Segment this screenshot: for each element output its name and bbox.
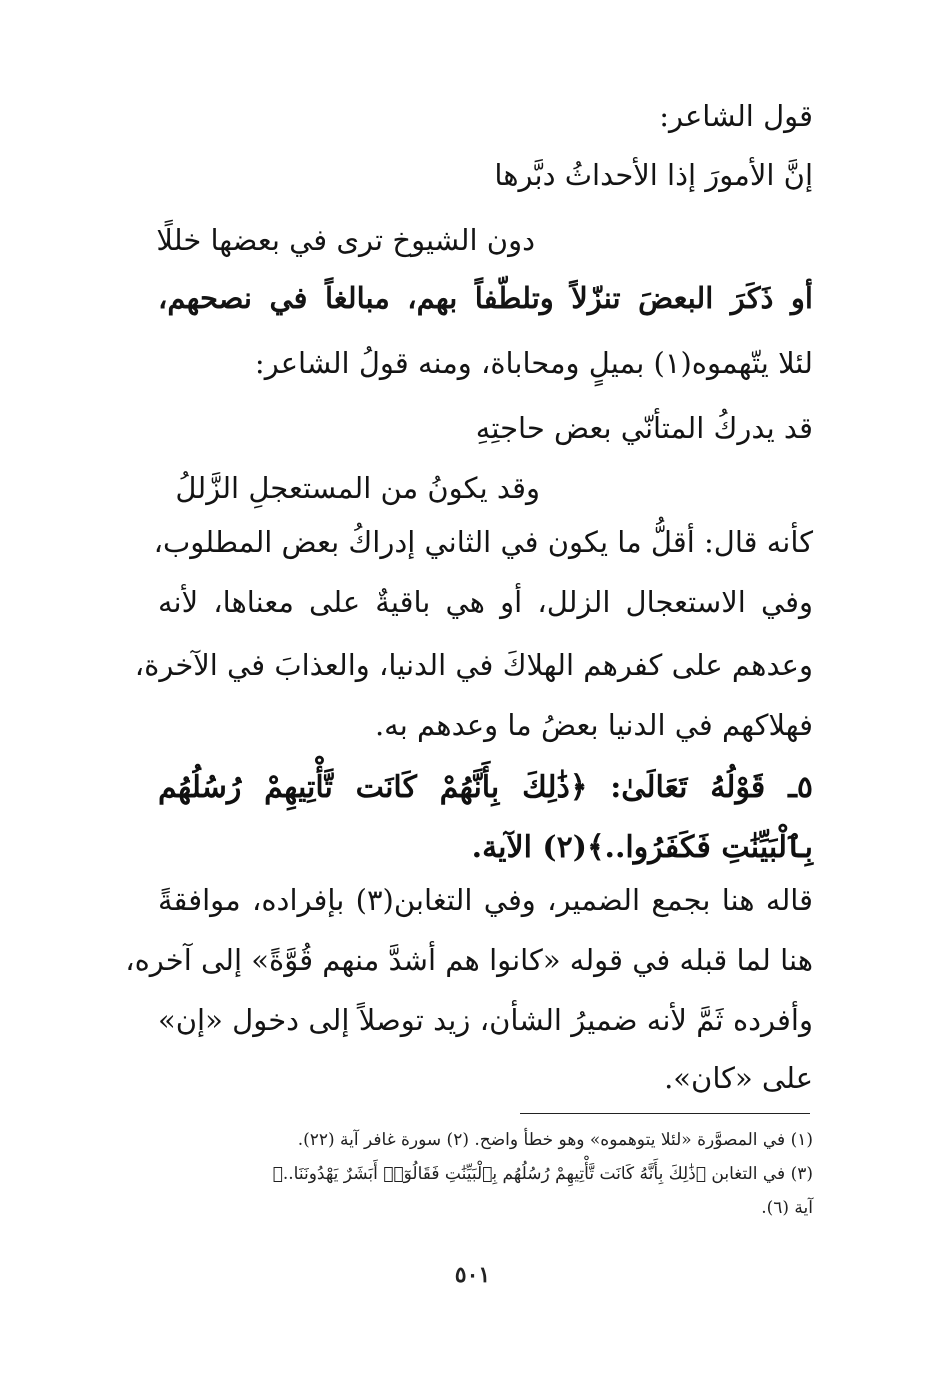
text-line-4: أو ذَكَرَ البعضَ تنزّلاً وتلطّفاً بهم، مبالغاً في نصحهم،	[158, 281, 813, 315]
footnote-separator	[520, 1113, 810, 1114]
text-line-1: قول الشاعر:	[659, 99, 813, 133]
text-line-15: هنا لما قبله في قوله «كانوا هم أشدَّ منهم قُوَّةً» إلى آخره،	[125, 943, 813, 977]
text-line-5: لئلا يتّهموه(١) بميلٍ ومحاباة، ومنه قولُ الشاعر:	[254, 346, 813, 380]
section-heading-line-1: ٥ـ قَوْلُهُ تَعَالَىٰ: ﴿ذَٰلِكَ بِأَنَّهُمْ كَانَت تَّأْتِيهِمْ رُسُلُهُم	[158, 770, 813, 805]
verse-second-hemistich: دون الشيوخ ترى في بعضها خللًا	[156, 223, 535, 257]
verse2-first-hemistich: قد يدركُ المتأنّي بعض حاجتِهِ	[475, 411, 813, 445]
text-line-8: كأنه قال: أقلُّ ما يكون في الثاني إدراكُ بعض المطلوب،	[153, 525, 813, 559]
verse-first-hemistich: إنَّ الأمورَ إذا الأحداثُ دبَّرها	[494, 158, 813, 192]
verse2-second-hemistich: وقد يكونُ من المستعجلِ الزَّللُ	[175, 471, 540, 505]
footnote-3-continued: آية (٦).	[761, 1198, 813, 1218]
section-heading-line-2: بِٱلْبَيِّنَٰتِ فَكَفَرُوا..﴾(٢) الآية.	[471, 830, 813, 865]
text-line-10: وعدهم على كفرهم الهلاكَ في الدنيا، والعذابَ في الآخرة،	[134, 648, 813, 682]
page-number: ٥٠١	[454, 1262, 491, 1288]
text-line-9: وفي الاستعجال الزلل، أو هي باقيةٌ على معناها، لأنه	[158, 585, 813, 619]
text-line-17: على «كان».	[664, 1061, 813, 1095]
footnote-1-2: (١) في المصوَّرة «لئلا يتوهموه» وهو خطأ واضح. (٢) سورة غافر آية (٢٢).	[297, 1130, 813, 1150]
text-line-16: وأفرده ثَمَّ لأنه ضميرُ الشأن، زيد توصلاً إلى دخول «إن»	[158, 1003, 813, 1037]
text-line-14: قاله هنا بجمع الضمير، وفي التغابن(٣) بإفراده، موافقةً	[158, 883, 814, 917]
text-line-11: فهلاكهم في الدنيا بعضُ ما وعدهم به.	[374, 708, 813, 742]
footnote-3: (٣) في التغابن ﴿ذَٰلِكَ بِأَنَّهُ كَانَت تَّأْتِيهِمْ رُسُلُهُم بِٱلْبَيِّنَٰتِ فَقَالُوٓا۟ أَبَشَرٌ يَهْدُونَنَا..﴾	[272, 1164, 813, 1184]
